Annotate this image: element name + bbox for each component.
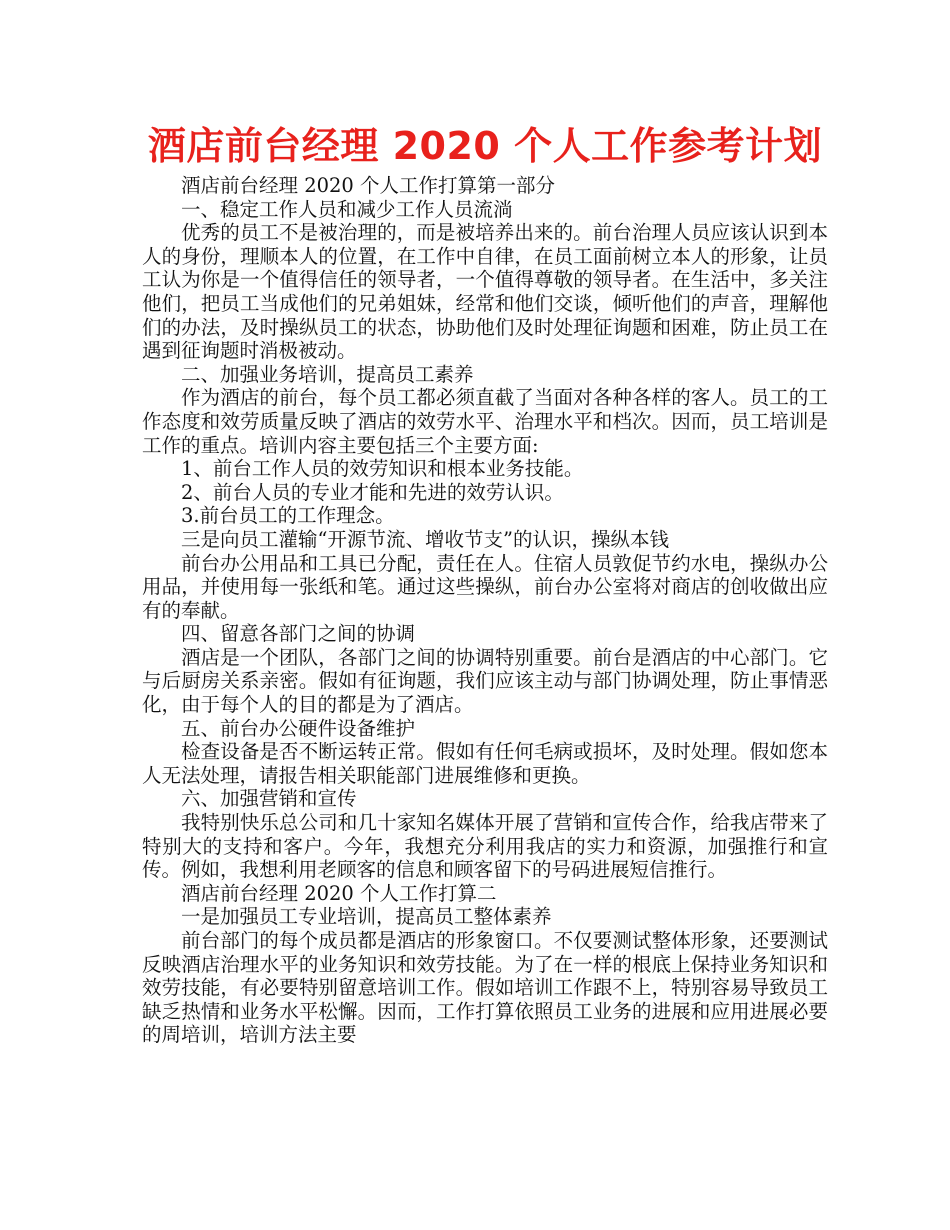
paragraph: 一、稳定工作人员和减少工作人员流淌 (181, 197, 513, 221)
document-title: 酒店前台经理 2020 个人工作参考计划 (147, 124, 823, 168)
paragraph: 二、加强业务培训，提高员工素养 (181, 362, 474, 386)
paragraph: 优秀的员工不是被治理的，而是被培养出来的。前台治理人员应该认识到本人的身份，理顺本人的位置，在工作中自律，在员工面前树立本人的形象，让员工认为你是一个值得信任的领导者，一个值得尊敬的领导者。在生活中，多关注他们，把员工当成他们的兄弟姐妹，经常和他们交谈，倾听他们的声音，理解他们的办法，及时操纵员工的状态，协助他们及时处理征询题和困难，防止员工在遇到征询题时消极被动。 (142, 221, 828, 363)
document-page (142, 118, 828, 1047)
document-body (142, 174, 828, 1047)
paragraph: 检查设备是否不断运转正常。假如有任何毛病或损坏，及时处理。假如您本人无法处理，请报告相关职能部门进展维修和更换。 (142, 740, 828, 787)
paragraph: 五、前台办公硬件设备维护 (181, 716, 416, 740)
paragraph: 2、前台人员的专业才能和先进的效劳认识。 (181, 480, 564, 504)
paragraph: 四、留意各部门之间的协调 (181, 622, 416, 646)
paragraph: 我特别快乐总公司和几十家知名媒体开展了营销和宣传合作，给我店带来了特别大的支持和客户。今年，我想充分利用我店的实力和资源，加强推行和宣传。例如，我想利用老顾客的信息和顾客留下的号码进展短信推行。 (142, 811, 828, 882)
paragraph: 一是加强员工专业培训，提高员工整体素养 (181, 905, 552, 929)
paragraph: 酒店前台经理 2020 个人工作打算第一部分 (181, 174, 556, 197)
paragraph: 作为酒店的前台，每个员工都必须直截了当面对各种各样的客人。员工的工作态度和效劳质量反映了酒店的效劳水平、治理水平和档次。因而，员工培训是工作的重点。培训内容主要包括三个主要方面: (142, 386, 828, 457)
paragraph: 六、加强营销和宣传 (181, 787, 357, 811)
paragraph: 酒店前台经理 2020 个人工作打算二 (181, 881, 497, 905)
paragraph: 前台办公用品和工具已分配，责任在人。住宿人员敦促节约水电，操纵办公用品，并使用每一张纸和笔。通过这些操纵，前台办公室将对商店的创收做出应有的奉献。 (142, 551, 828, 622)
paragraph: 1、前台工作人员的效劳知识和根本业务技能。 (181, 457, 584, 481)
paragraph: 3.前台员工的工作理念。 (181, 504, 395, 528)
paragraph: 酒店是一个团队，各部门之间的协调特别重要。前台是酒店的中心部门。它与后厨房关系亲密。假如有征询题，我们应该主动与部门协调处理，防止事情恶化，由于每个人的目的都是为了酒店。 (142, 645, 828, 717)
paragraph: 前台部门的每个成员都是酒店的形象窗口。不仅要测试整体形象，还要测试反映酒店治理水平的业务知识和效劳技能。为了在一样的根底上保持业务知识和效劳技能，有必要特别留意培训工作。假如培训工作跟不上，特别容易导致员工缺乏热情和业务水平松懈。因而，工作打算依照员工业务的进展和应用进展必要的周培训，培训方法主要 (142, 929, 828, 1047)
paragraph: 三是向员工灌输“开源节流、增收节支”的认识，操纵本钱 (181, 527, 669, 551)
